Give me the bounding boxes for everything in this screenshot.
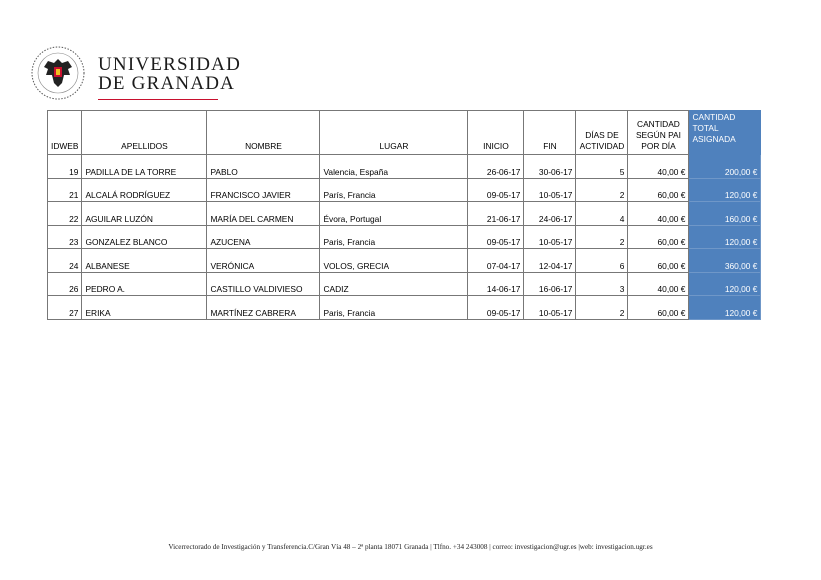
col-inicio: INICIO <box>468 111 524 155</box>
university-name-line1: UNIVERSIDAD <box>98 54 242 75</box>
page-footer: Vicerrectorado de Investigación y Transferencia.C/Gran Vía 48 – 2ª planta 18071 Granada | Tlfno. +34 243008 | correo: investigacion@ugr.es |web: investigacion.ugr.es <box>168 543 653 551</box>
table-row <box>48 202 761 226</box>
allocation-table <box>47 110 761 320</box>
cell-inicio: 07-04-17 <box>468 249 524 273</box>
cell-fin: 12-04-17 <box>524 249 576 273</box>
cell-apellidos: PEDRO A. <box>82 272 207 296</box>
cell-cantidad-total: 120,00 € <box>689 225 761 249</box>
university-seal-icon <box>30 45 86 101</box>
cell-lugar: París, Francia <box>320 178 468 202</box>
table-row <box>48 272 761 296</box>
cell-cantidad-total: 200,00 € <box>689 155 761 179</box>
cell-lugar: Valencia, España <box>320 155 468 179</box>
cell-dias: 6 <box>576 249 628 273</box>
cell-lugar: Paris, Francia <box>320 225 468 249</box>
col-fin: FIN <box>524 111 576 155</box>
cell-nombre: VERÓNICA <box>207 249 320 273</box>
cell-fin: 30-06-17 <box>524 155 576 179</box>
cell-cantidad-dia: 40,00 € <box>628 155 689 179</box>
cell-nombre: MARÍA DEL CARMEN <box>207 202 320 226</box>
cell-inicio: 14-06-17 <box>468 272 524 296</box>
cell-lugar: Paris, Francia <box>320 296 468 320</box>
cell-cantidad-dia: 60,00 € <box>628 249 689 273</box>
cell-idweb: 21 <box>48 178 82 202</box>
col-dias: DÍAS DE ACTIVIDAD <box>576 111 628 155</box>
cell-nombre: FRANCISCO JAVIER <box>207 178 320 202</box>
cell-inicio: 21-06-17 <box>468 202 524 226</box>
cell-fin: 16-06-17 <box>524 272 576 296</box>
col-idweb: IDWEB <box>48 111 82 155</box>
cell-apellidos: ALBANESE <box>82 249 207 273</box>
cell-idweb: 27 <box>48 296 82 320</box>
cell-apellidos: GONZALEZ BLANCO <box>82 225 207 249</box>
cell-cantidad-dia: 60,00 € <box>628 178 689 202</box>
table-header-row <box>48 111 761 155</box>
table-row <box>48 249 761 273</box>
cell-cantidad-total: 160,00 € <box>689 202 761 226</box>
cell-cantidad-dia: 40,00 € <box>628 272 689 296</box>
cell-fin: 10-05-17 <box>524 178 576 202</box>
cell-inicio: 09-05-17 <box>468 178 524 202</box>
cell-inicio: 09-05-17 <box>468 296 524 320</box>
cell-nombre: CASTILLO VALDIVIESO <box>207 272 320 296</box>
cell-inicio: 26-06-17 <box>468 155 524 179</box>
university-name <box>98 55 241 93</box>
cell-dias: 2 <box>576 296 628 320</box>
cell-nombre: AZUCENA <box>207 225 320 249</box>
cell-cantidad-total: 120,00 € <box>689 272 761 296</box>
university-logo <box>30 45 242 105</box>
cell-nombre: PABLO <box>207 155 320 179</box>
cell-lugar: CADIZ <box>320 272 468 296</box>
cell-idweb: 23 <box>48 225 82 249</box>
cell-apellidos: PADILLA DE LA TORRE <box>82 155 207 179</box>
cell-dias: 4 <box>576 202 628 226</box>
cell-lugar: Évora, Portugal <box>320 202 468 226</box>
cell-cantidad-total: 120,00 € <box>689 296 761 320</box>
cell-dias: 2 <box>576 225 628 249</box>
cell-idweb: 26 <box>48 272 82 296</box>
col-lugar: LUGAR <box>320 111 468 155</box>
cell-fin: 10-05-17 <box>524 296 576 320</box>
table-row <box>48 155 761 179</box>
cell-cantidad-dia: 60,00 € <box>628 296 689 320</box>
table-row <box>48 296 761 320</box>
university-name-line2: DE GRANADA <box>98 73 236 94</box>
col-cantidad-dia: CANTIDAD SEGÚN PAI POR DÍA <box>628 111 689 155</box>
cell-idweb: 22 <box>48 202 82 226</box>
cell-cantidad-dia: 60,00 € <box>628 225 689 249</box>
cell-fin: 10-05-17 <box>524 225 576 249</box>
cell-lugar: VOLOS, GRECIA <box>320 249 468 273</box>
cell-apellidos: ERIKA <box>82 296 207 320</box>
cell-apellidos: AGUILAR LUZÓN <box>82 202 207 226</box>
col-cantidad-total: CANTIDAD TOTAL ASIGNADA <box>689 111 761 155</box>
cell-cantidad-total: 120,00 € <box>689 178 761 202</box>
table-row <box>48 225 761 249</box>
cell-idweb: 19 <box>48 155 82 179</box>
logo-divider <box>98 99 218 100</box>
cell-inicio: 09-05-17 <box>468 225 524 249</box>
cell-dias: 3 <box>576 272 628 296</box>
cell-fin: 24-06-17 <box>524 202 576 226</box>
cell-idweb: 24 <box>48 249 82 273</box>
cell-apellidos: ALCALÁ RODRÍGUEZ <box>82 178 207 202</box>
col-apellidos: APELLIDOS <box>82 111 207 155</box>
cell-dias: 5 <box>576 155 628 179</box>
cell-nombre: MARTÍNEZ CABRERA <box>207 296 320 320</box>
col-nombre: NOMBRE <box>207 111 320 155</box>
cell-cantidad-total: 360,00 € <box>689 249 761 273</box>
table-row <box>48 178 761 202</box>
cell-dias: 2 <box>576 178 628 202</box>
cell-cantidad-dia: 40,00 € <box>628 202 689 226</box>
